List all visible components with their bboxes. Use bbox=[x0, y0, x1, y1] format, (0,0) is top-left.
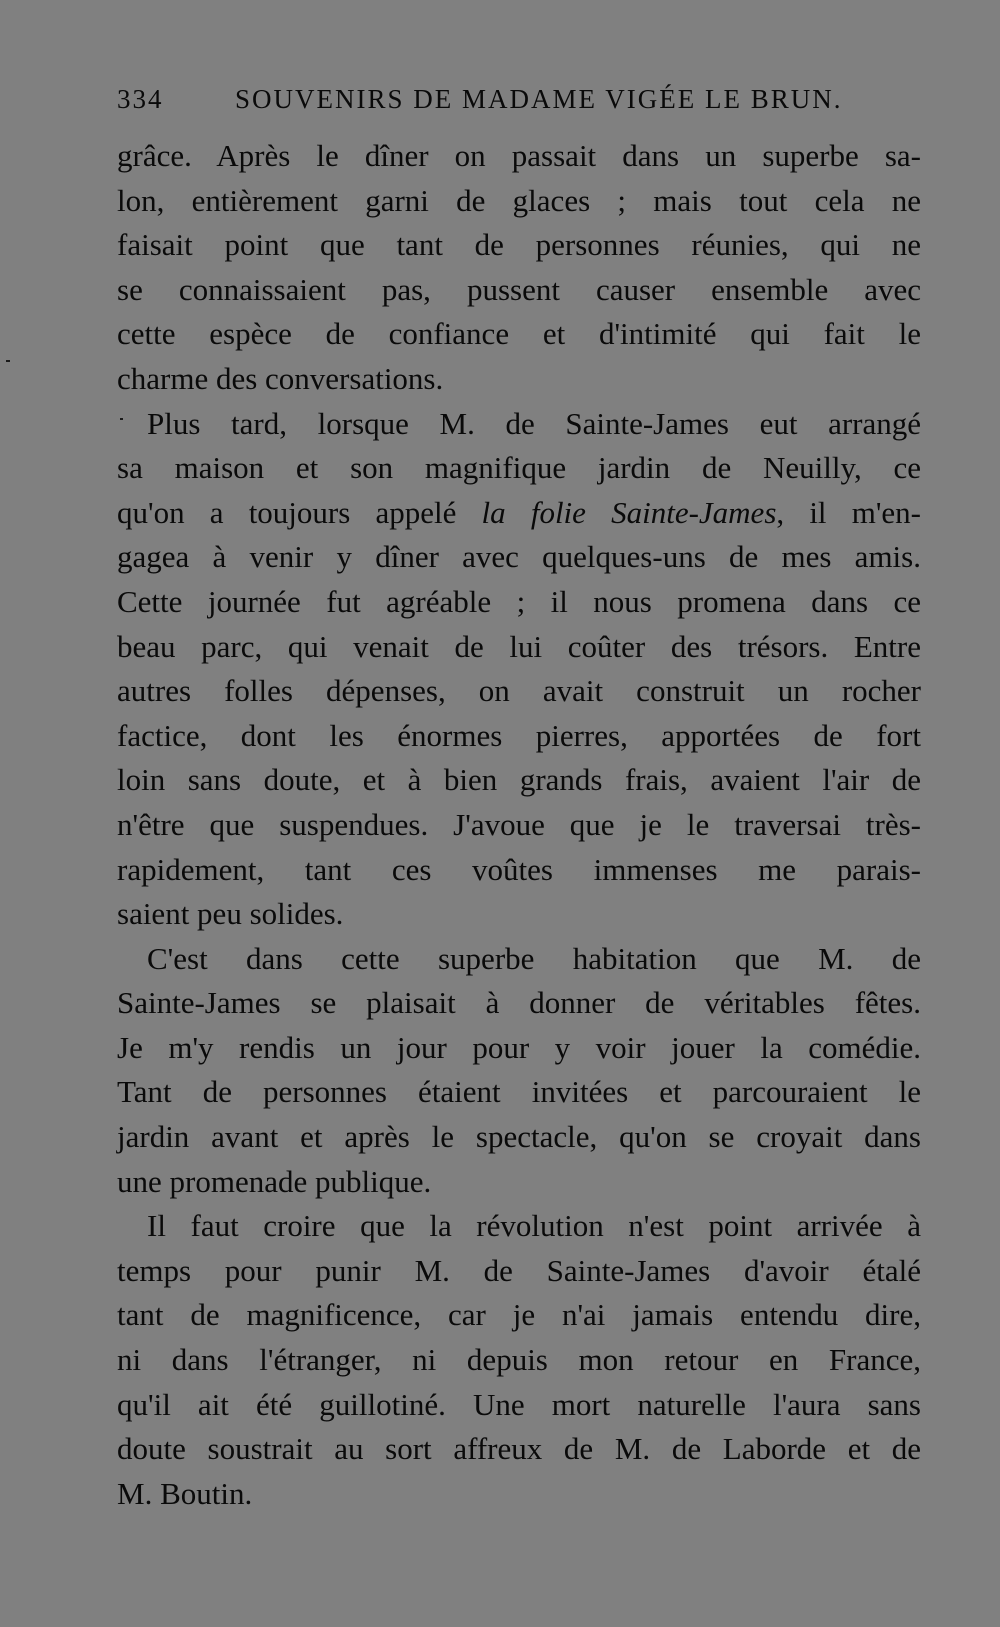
text-line: beau parc, qui venait de lui coûter des trésors. Entre bbox=[117, 628, 921, 664]
text-line: cette espèce de confiance et d'intimité qui fait le bbox=[117, 316, 921, 352]
text-line: factice, dont les énormes pierres, apportées de fort bbox=[117, 717, 921, 753]
scan-speck bbox=[6, 360, 10, 362]
text-line: Tant de personnes étaient invitées et parcouraient le bbox=[117, 1074, 921, 1110]
text-line: se connaissaient pas, pussent causer ensemble avec bbox=[117, 271, 921, 307]
text-line: Cette journée fut agréable ; il nous promena dans ce bbox=[117, 583, 921, 619]
paragraph bbox=[117, 937, 921, 1205]
text-line: temps pour punir M. de Sainte-James d'avoir étalé bbox=[117, 1252, 921, 1288]
text-line: tant de magnificence, car je n'ai jamais entendu dire, bbox=[117, 1297, 921, 1333]
running-title: SOUVENIRS DE MADAME VIGÉE LE BRUN. bbox=[235, 84, 843, 114]
text-line: grâce. Après le dîner on passait dans un superbe sa- bbox=[117, 138, 921, 173]
text-line: charme des conversations. bbox=[117, 360, 444, 396]
text-line: C'est dans cette superbe habitation que M. de bbox=[147, 940, 921, 976]
text-line: rapidement, tant ces voûtes immenses me parais- bbox=[117, 851, 921, 887]
text-line: Il faut croire que la révolution n'est point arrivée à bbox=[147, 1208, 921, 1244]
page-header bbox=[117, 84, 921, 124]
text-line: M. Boutin. bbox=[117, 1475, 253, 1511]
text-line: autres folles dépenses, on avait construit un rocher bbox=[117, 673, 921, 709]
text-line: une promenade publique. bbox=[117, 1163, 432, 1199]
text-line: Sainte-James se plaisait à donner de véritables fêtes. bbox=[117, 985, 921, 1021]
text-run: qu'on a toujours appelé bbox=[117, 494, 482, 530]
italic-title: la folie Sainte-James bbox=[481, 494, 777, 530]
text-line: Je m'y rendis un jour pour y voir jouer la comédie. bbox=[117, 1029, 921, 1065]
text-run: , il m'en- bbox=[776, 494, 921, 530]
text-line: doute soustrait au sort affreux de M. de Laborde et de bbox=[117, 1431, 921, 1467]
page-number: 334 bbox=[117, 84, 164, 114]
book-page bbox=[117, 84, 921, 1516]
text-line: qu'il ait été guillotiné. Une mort naturelle l'aura sans bbox=[117, 1386, 921, 1422]
text-line: sa maison et son magnifique jardin de Neuilly, ce bbox=[117, 450, 921, 486]
paragraph bbox=[117, 402, 921, 937]
text-line: n'être que suspendues. J'avoue que je le traversai très- bbox=[117, 806, 921, 842]
text-line: faisait point que tant de personnes réunies, qui ne bbox=[117, 227, 921, 263]
text-line: Plus tard, lorsque M. de Sainte-James eut arrangé bbox=[147, 405, 921, 441]
text-line: ni dans l'étranger, ni depuis mon retour en France, bbox=[117, 1342, 921, 1378]
paragraph bbox=[117, 1204, 921, 1516]
text-line: jardin avant et après le spectacle, qu'on se croyait dans bbox=[117, 1119, 921, 1155]
text-line bbox=[117, 491, 921, 536]
paragraph bbox=[117, 134, 921, 402]
text-line: lon, entièrement garni de glaces ; mais tout cela ne bbox=[117, 182, 921, 218]
text-line: gagea à venir y dîner avec quelques-uns de mes amis. bbox=[117, 539, 921, 575]
text-line: loin sans doute, et à bien grands frais, avaient l'air de bbox=[117, 762, 921, 798]
text-line: saient peu solides. bbox=[117, 896, 344, 932]
